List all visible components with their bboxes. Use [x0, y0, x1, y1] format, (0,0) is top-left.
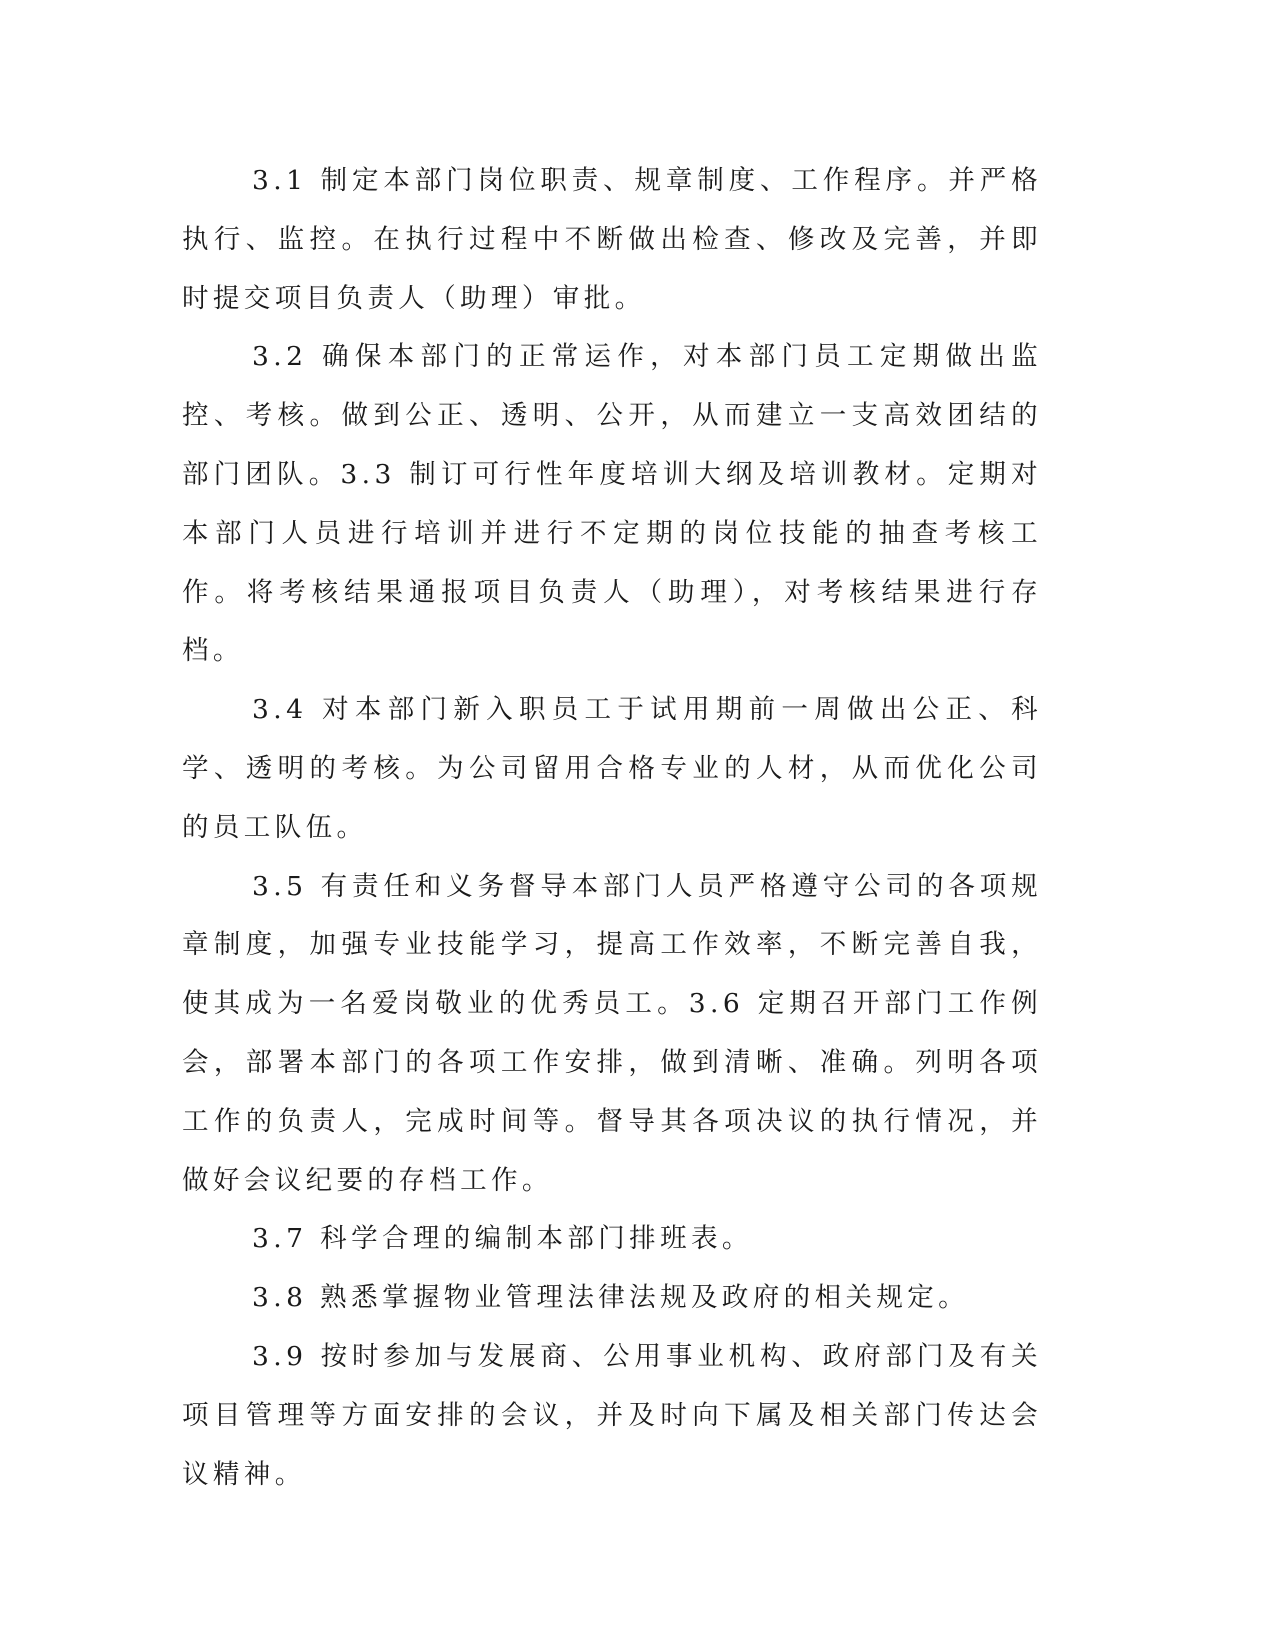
- paragraph-3-4: 3.4 对本部门新入职员工于试用期前一周做出公正、科学、透明的考核。为公司留用合格专业的人材，从而优化公司的员工队伍。: [182, 694, 1042, 843]
- paragraph-3-7: 3.7 科学合理的编制本部门排班表。: [252, 1223, 753, 1255]
- paragraph-3-8: 3.8 熟悉掌握物业管理法律法规及政府的相关规定。: [252, 1282, 970, 1314]
- paragraph-3-2: 3.2 确保本部门的正常运作，对本部门员工定期做出监控、考核。做到公正、透明、公开，从而建立一支高效团结的部门团队。3.3 制订可行性年度培训大纲及培训教材。定期对本部门人员进行培训并进行不定期的岗位技能的抽查考核工作。将考核结果通报项目负责人（助理），对考核结果进行存档。: [182, 341, 1042, 667]
- paragraph-3-5: 3.5 有责任和义务督导本部门人员严格遵守公司的各项规章制度，加强专业技能学习，提高工作效率，不断完善自我，使其成为一名爱岗敬业的优秀员工。3.6 定期召开部门工作例会，部署本部门的各项工作安排，做到清晰、准确。列明各项工作的负责人，完成时间等。督导其各项决议的执行情况，并做好会议纪要的存档工作。: [182, 870, 1042, 1196]
- paragraph-3-9: 3.9 按时参加与发展商、公用事业机构、政府部门及有关项目管理等方面安排的会议，并及时向下属及相关部门传达会议精神。: [182, 1340, 1042, 1490]
- document-body: [182, 152, 1042, 1504]
- paragraph-3-1: 3.1 制定本部门岗位职责、规章制度、工作程序。并严格执行、监控。在执行过程中不断做出检查、修改及完善，并即时提交项目负责人（助理）审批。: [182, 165, 1042, 314]
